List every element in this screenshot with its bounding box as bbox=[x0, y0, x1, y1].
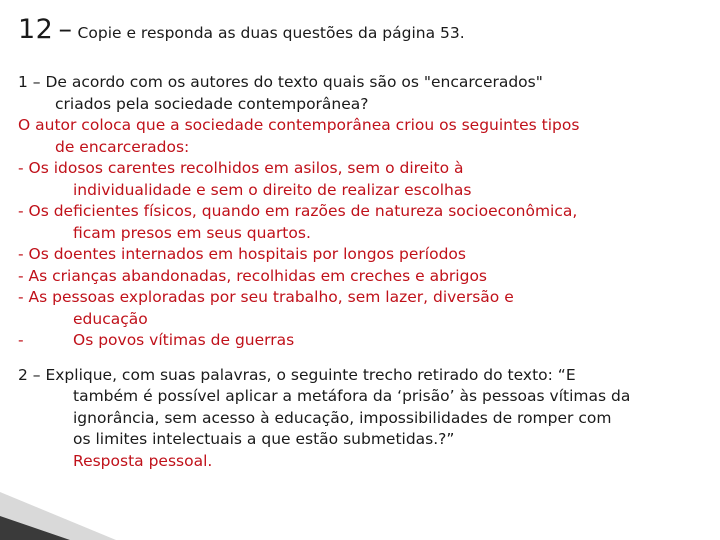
q1-item-4: - As crianças abandonadas, recolhidas em creches e abrigos bbox=[18, 266, 488, 285]
q1-item-6-bullet: - bbox=[18, 331, 24, 349]
q1-item-6 bbox=[18, 330, 708, 352]
title-dash: – bbox=[58, 14, 73, 45]
q1-prompt-line-1: 1 – De acordo com os autores do texto quais são os "encarcerados" bbox=[18, 73, 543, 91]
q2-line-3: ignorância, sem acesso à educação, impossibilidades de romper com bbox=[73, 408, 612, 427]
q1-item-1-line-1: - Os idosos carentes recolhidos em asilos, sem o direito à bbox=[18, 159, 464, 177]
q1-item-5-line-2: educação bbox=[73, 309, 148, 328]
q2-line-4: os limites intelectuais a que estão submetidas.?” bbox=[73, 430, 455, 448]
q1-prompt-line-2: criados pela sociedade contemporânea? bbox=[55, 94, 369, 113]
page-title bbox=[18, 14, 465, 45]
title-number: 12 bbox=[18, 14, 54, 45]
q2-line-2: também é possível aplicar a metáfora da ‘prisão’ às pessoas vítimas da bbox=[73, 387, 631, 405]
q1-answer-intro-1: O autor coloca que a sociedade contemporânea criou os seguintes tipos bbox=[18, 116, 580, 134]
q1-item-2-line-1: - Os deficientes físicos, quando em razões de natureza socioeconômica, bbox=[18, 202, 578, 220]
q1-item-5-line-1: - As pessoas exploradas por seu trabalho, sem lazer, diversão e bbox=[18, 288, 514, 306]
title-text: Copie e responda as duas questões da página 53. bbox=[77, 24, 465, 42]
q1-answer-intro-2: de encarcerados: bbox=[55, 137, 190, 156]
q1-item-3: - Os doentes internados em hospitais por longos períodos bbox=[18, 245, 466, 263]
q1-item-6-text: Os povos vítimas de guerras bbox=[73, 331, 295, 349]
q1-item-1-line-2: individualidade e sem o direito de realizar escolhas bbox=[73, 180, 472, 199]
content-body bbox=[18, 72, 708, 472]
q2-line-1: 2 – Explique, com suas palavras, o seguinte trecho retirado do texto: “E bbox=[18, 365, 576, 384]
q1-item-2-line-2: ficam presos em seus quartos. bbox=[73, 223, 311, 242]
q2-answer: Resposta pessoal. bbox=[73, 451, 213, 470]
